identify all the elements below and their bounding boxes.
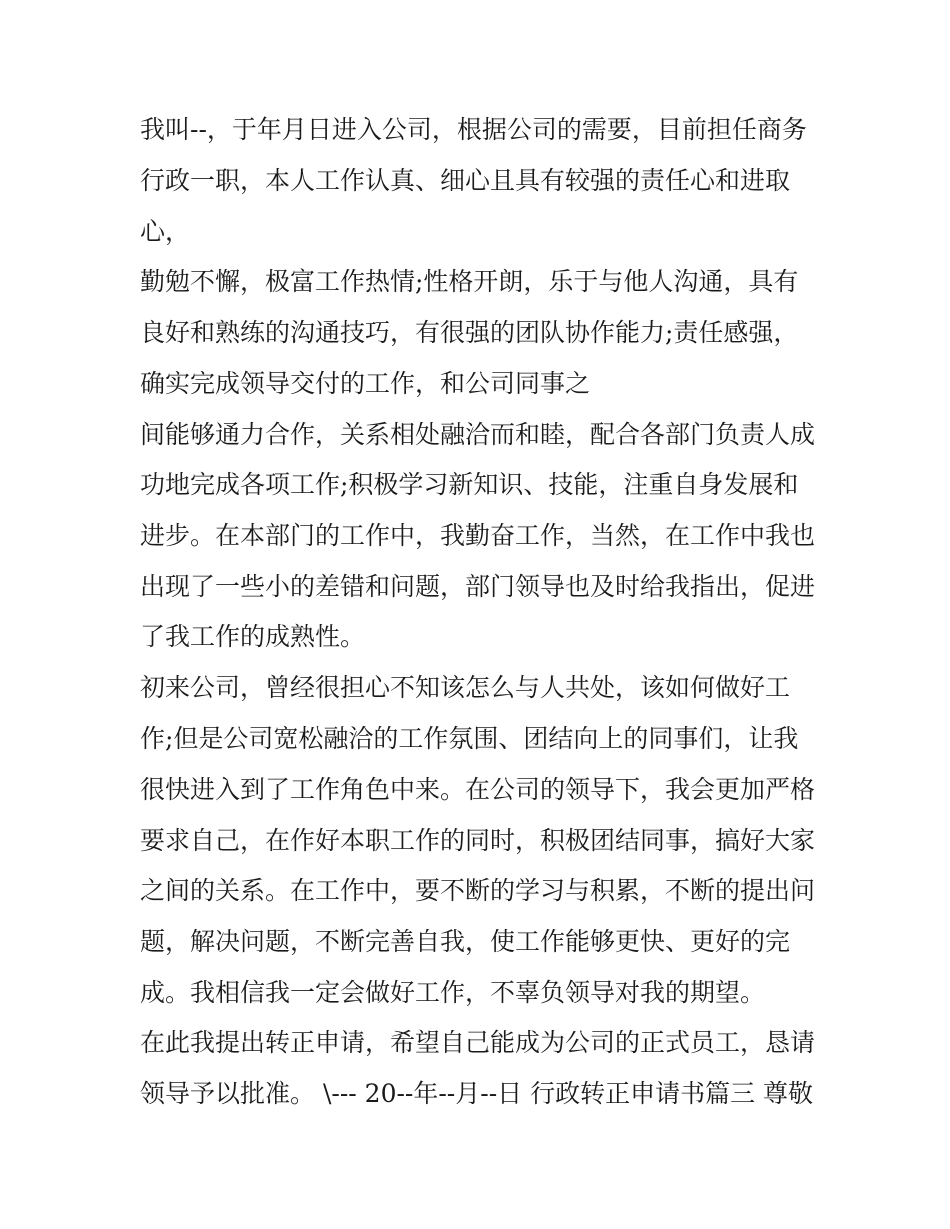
text-line: 确实完成领导交付的工作，和公司同事之 <box>140 369 591 398</box>
text-line: 题，解决问题，不断完善自我，使工作能够更快、更好的完 <box>140 927 791 956</box>
text-line: 初来公司，曾经很担心不知该怎么与人共处，该如何做好工 <box>140 673 791 702</box>
text-line: 了我工作的成熟性。 <box>140 622 366 651</box>
text-line: 作;但是公司宽松融洽的工作氛围、团结向上的同事们，让我 <box>140 724 799 753</box>
text-line: 很快进入到了工作角色中来。在公司的领导下，我会更加严格 <box>140 775 816 804</box>
text-line: 行政一职，本人工作认真、细心且具有较强的责任心和进取 <box>140 166 791 195</box>
text-line: 功地完成各项工作;积极学习新知识、技能，注重自身发展和 <box>140 470 799 499</box>
text-line: 进步。在本部门的工作中，我勤奋工作，当然，在工作中我也 <box>140 521 816 550</box>
text-line: 出现了一些小的差错和问题，部门领导也及时给我指出，促进 <box>140 572 816 601</box>
text-line: 我叫--，于年月日进入公司，根据公司的需要，目前担任商务 <box>140 115 807 144</box>
text-line: 领导予以批准。 \--- 20--年--月--日 行政转正申请书篇三 尊敬 <box>140 1079 814 1108</box>
text-line: 勤勉不懈，极富工作热情;性格开朗，乐于与他人沟通，具有 <box>140 267 799 296</box>
text-line: 间能够通力合作，关系相处融洽而和睦，配合各部门负责人成 <box>140 420 816 449</box>
text-line: 心， <box>140 217 191 246</box>
text-line: 之间的关系。在工作中，要不断的学习与积累，不断的提出问 <box>140 876 816 905</box>
text-line: 要求自己，在作好本职工作的同时，积极团结同事，搞好大家 <box>140 826 816 855</box>
text-line: 成。我相信我一定会做好工作，不辜负领导对我的期望。 <box>140 978 766 1007</box>
text-line: 良好和熟练的沟通技巧，有很强的团队协作能力;责任感强， <box>140 318 799 347</box>
text-line: 在此我提出转正申请，希望自己能成为公司的正式员工，恳请 <box>140 1028 816 1057</box>
